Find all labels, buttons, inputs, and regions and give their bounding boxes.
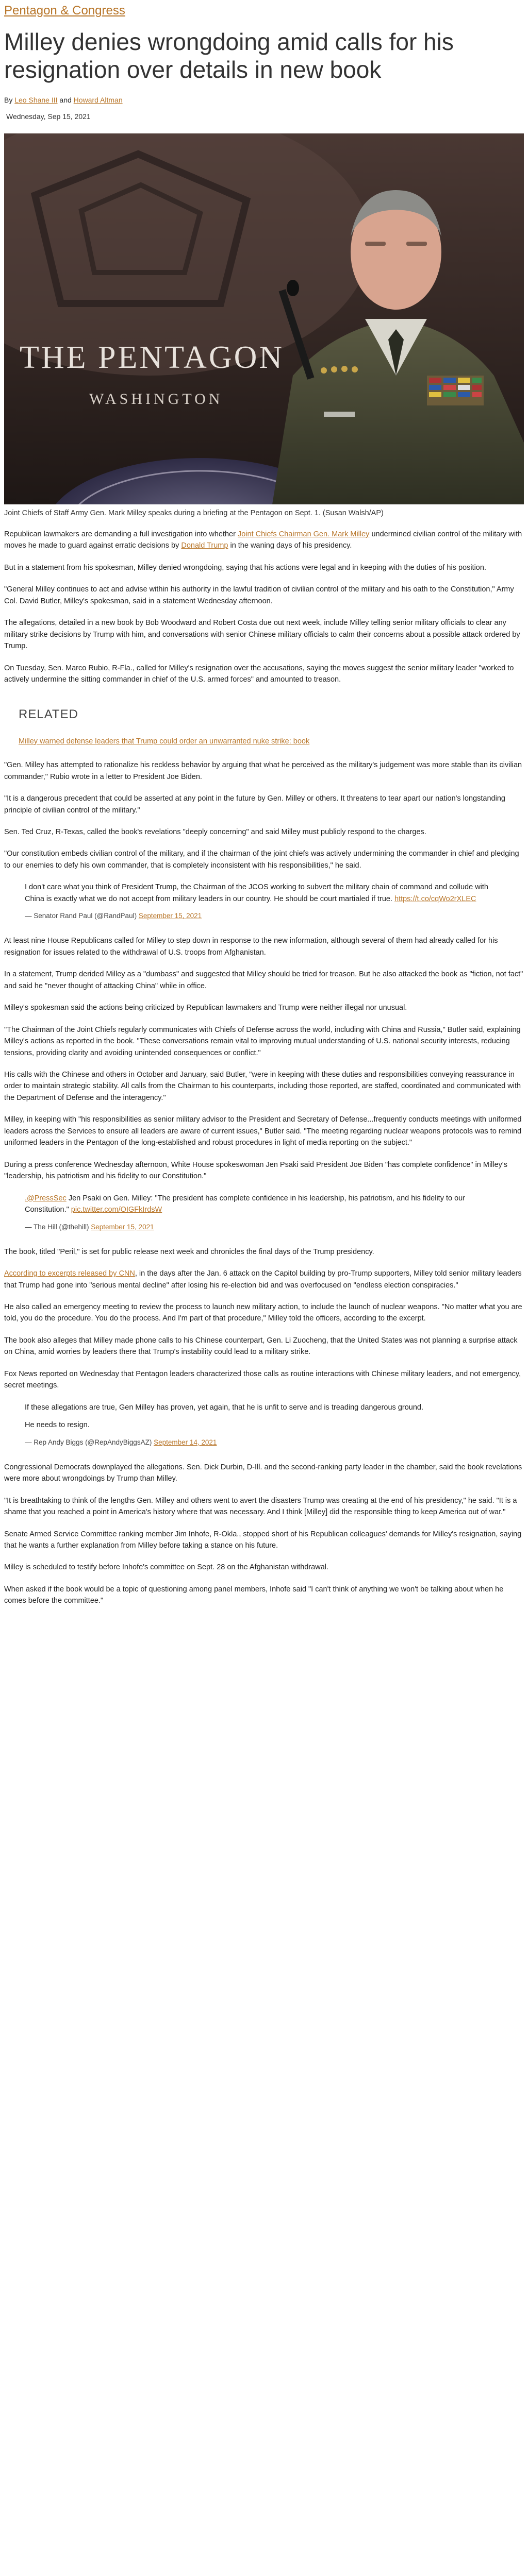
paragraph-24: Senate Armed Service Committee ranking member Jim Inhofe, R-Okla., stopped short of his Republican colleagues' demands for Milley's resignation, saying that he wants a further explanation from Milley before taking a stance on his future. (4, 1530, 522, 1550)
paragraph-4: The allegations, detailed in a new book by Bob Woodward and Robert Costa due out next week, include Milley telling senior military officials to clear any military strike decisions by Trump with him, and conversations with senior Chinese military officials to calm their concerns about a possible attack ordered by Trump. (4, 619, 520, 651)
publish-date: Wednesday, Sep 15, 2021 (6, 112, 91, 121)
paragraph-15: Milley, in keeping with "his responsibilities as senior military advisor to the President and Secretary of Defense...frequently conducts meetings with uniformed leaders across the Services to ensure all leaders are aware of current issues," Butler said. "The meeting regarding nuclear weapons protocols was to remind uniformed leaders in the Pentagon of the long-established and robust procedures in light of media reporting on the subject." (4, 1115, 522, 1147)
hero-image (4, 133, 524, 504)
tweet3-text-1: If these allegations are true, Gen Milley has proven, yet again, that he is unfit to serve and is treading dangerous ground. (25, 1403, 423, 1412)
p1-text-a: Republican lawmakers are demanding a full investigation into whether (4, 530, 238, 538)
paragraph-3: "General Milley continues to act and advise within his authority in the lawful tradition of civilian control of the military and his oath to the Constitution," Army Col. David Butler, Milley's spokesman, said in a statement Wednesday afternoon. (4, 585, 514, 605)
paragraph-25: Milley is scheduled to testify before Inhofe's committee on Sept. 28 on the Afghanistan withdrawal. (4, 1563, 329, 1572)
p18-text: , in the days after the Jan. 6 attack on the Capitol building by pro-Trump supporters, Milley told senior military leaders that Trump had gone into "serious mental decline" after losing his re-election bid and was overfocused on "endless election conspiracies." (4, 1269, 522, 1290)
author-link-1[interactable]: Leo Shane III (14, 95, 58, 104)
paragraph-21: Fox News reported on Wednesday that Pentagon leaders characterized those calls as routine interactions with Chinese military leaders, and not emergency, secret meetings. (4, 1369, 521, 1390)
paragraph-17: The book, titled "Peril," is set for public release next week and chronicles the final days of the Trump presidency. (4, 1247, 374, 1256)
article (4, 0, 524, 1638)
milley-link[interactable]: Joint Chiefs Chairman Gen. Mark Milley (237, 530, 370, 538)
related-heading: RELATED (19, 707, 78, 722)
tweet1-body (25, 882, 503, 905)
paragraph-18 (4, 1268, 524, 1291)
tweet2-text: Jen Psaki on Gen. Milley: "The president has complete confidence in his leadership, his patriotism, and his fidelity to our Constitution." (25, 1194, 466, 1214)
byline (4, 95, 524, 106)
tweet3-attribution (25, 1437, 503, 1448)
embedded-tweet-andy-biggs (25, 1402, 524, 1448)
image-caption: Joint Chiefs of Staff Army Gen. Mark Milley speaks during a briefing at the Pentagon on Sept. 1. (Susan Walsh/AP) (4, 509, 384, 518)
hero-sign-line2: WASHINGTON (89, 391, 223, 408)
paragraph-20: The book also alleges that Milley made phone calls to his Chinese counterpart, Gen. Li Zuocheng, that the United States was not planning a surprise attack on China, amid worries by leaders there that Trump's instability could lead to a military strike. (4, 1336, 518, 1357)
p1-text-b: undermined civilian control of the military with moves he made to guard against erratic decisions by (4, 530, 522, 550)
paragraph-7: "It is a dangerous precedent that could be asserted at any point in the future by Gen. Milley or others. It threatens to tear apart our nation's longstanding principle of civilian control of the military." (4, 794, 505, 815)
tweet1-attribution (25, 911, 503, 922)
embedded-tweet-the-hill (25, 1193, 524, 1233)
paragraph-9: "Our constitution embeds civilian control of the military, and if the chairman of the joint chiefs was actively undermining the commander in chief and pledging to our enemies to defy his own commander, that is completely inconsistent with his responsibilities," he said. (4, 850, 519, 870)
tweet2-attribution (25, 1222, 503, 1233)
tweet1-author: — Senator Rand Paul (@RandPaul) (25, 912, 139, 920)
paragraph-1 (4, 529, 524, 552)
paragraph-2: But in a statement from his spokesman, Milley denied wrongdoing, saying that his actions were legal and in keeping with the duties of his position. (4, 563, 486, 572)
tweet3-date-link[interactable]: September 14, 2021 (154, 1438, 217, 1446)
tweet2-handle-link[interactable]: .@PressSec (25, 1194, 67, 1202)
headline: Milley denies wrongdoing amid calls for his resignation over details in new book (4, 28, 454, 83)
paragraph-22: Congressional Democrats downplayed the allegations. Sen. Dick Durbin, D-Ill. and the second-ranking party leader in the chamber, said the book revelations were more about wrongdoings by Trump than Milley. (4, 1463, 522, 1483)
p1-text-c: in the waning days of his presidency. (228, 541, 352, 550)
tweet3-author: — Rep Andy Biggs (@RepAndyBiggsAZ) (25, 1438, 154, 1446)
trump-link[interactable]: Donald Trump (181, 541, 228, 550)
tweet1-date-link[interactable]: September 15, 2021 (138, 912, 202, 920)
tweet1-text: I don't care what you think of President Trump, the Chairman of the JCOS working to subvert the military chain of command and collude with China is exactly what we do not accept from military leaders in our country. He should be court martialed if true. (25, 883, 488, 903)
tweet3-text-2: He needs to resign. (25, 1421, 90, 1430)
paragraph-14: His calls with the Chinese and others in October and January, said Butler, "were in keeping with these duties and responsibilities conveying reassurance in order to maintain strategic stability. All calls from the Chairman to his counterparts, including those reported, are staffed, coordinated and communicated with the Department of Defense and the interagency." (4, 1070, 521, 1102)
paragraph-11: In a statement, Trump derided Milley as a "dumbass" and suggested that Milley should be tried for treason. But he also attacked the book as "fiction, not fact" and said he "never thought of attacking China" while in office. (4, 970, 523, 990)
cnn-excerpts-link[interactable]: According to excerpts released by CNN (4, 1269, 135, 1278)
paragraph-12: Milley's spokesman said the actions being criticized by Republican lawmakers and Trump were neither illegal nor unusual. (4, 1004, 407, 1012)
tweet2-author: — The Hill (@thehill) (25, 1223, 91, 1231)
paragraph-19: He also called an emergency meeting to review the process to launch new military action, to include the launch of nuclear weapons. "No matter what you are told, you do the procedure. You do the process. And I'm part of that procedure," Milley told the officers, according to the excerpt. (4, 1303, 522, 1323)
paragraph-8: Sen. Ted Cruz, R-Texas, called the book's revelations "deeply concerning" and said Milley must publicly respond to the charges. (4, 827, 426, 836)
byline-and: and (57, 95, 74, 104)
section-link[interactable]: Pentagon & Congress (4, 4, 125, 18)
pentagon-briefing-photo (4, 133, 524, 504)
author-link-2[interactable]: Howard Altman (73, 95, 123, 104)
tweet2-link[interactable]: pic.twitter.com/OIGFkIrdsW (71, 1206, 162, 1214)
paragraph-16: During a press conference Wednesday afternoon, White House spokeswoman Jen Psaki said President Joe Biden "has complete confidence" in Milley's "leadership, his patriotism and his fidelity to our Constitution." (4, 1160, 507, 1181)
paragraph-23: "It is breathtaking to think of the lengths Gen. Milley and others went to avert the disasters Trump was creating at the end of his presidency," he said. "It is a shame that you reached a point in America's history where that was necessary. And I think [Milley] did the responsible thing to keep America out of war." (4, 1496, 517, 1517)
paragraph-6: "Gen. Milley has attempted to rationalize his reckless behavior by arguing that what he perceived as the military's judgement was more stable than its civilian commander," Rubio wrote in a letter to President Joe Biden. (4, 761, 522, 781)
related-article-link[interactable]: Milley warned defense leaders that Trump could order an unwarranted nuke strike: book (19, 737, 310, 745)
paragraph-10: At least nine House Republicans called for Milley to step down in response to the new information, although several of them had already called for his resignation for issues related to the withdrawal of U.S. troops from Afghanistan. (4, 937, 498, 957)
tweet1-link[interactable]: https://t.co/cqWo2rXLEC (394, 894, 476, 903)
paragraph-13: "The Chairman of the Joint Chiefs regularly communicates with Chiefs of Defense across the world, including with China and Russia," Butler said, explaining Milley's actions as reported in the book. "These conversations remain vital to improving mutual understanding of U.S. national security interests, reducing tensions, providing clarity and avoiding unintended consequences or conflict." (4, 1025, 521, 1057)
paragraph-26: When asked if the book would be a topic of questioning among panel members, Inhofe said "I can't think of anything we won't be talking about when he comes before the committee." (4, 1585, 504, 1605)
embedded-tweet-rand-paul (25, 882, 524, 922)
byline-prefix: By (4, 95, 15, 104)
paragraph-5: On Tuesday, Sen. Marco Rubio, R-Fla., called for Milley's resignation over the accusations, saying the moves suggest the senior military leader "worked to actively undermine the sitting commander in chief of the U.S. armed forces" and amounted to treason. (4, 664, 514, 684)
tweet2-date-link[interactable]: September 15, 2021 (91, 1223, 154, 1231)
hero-sign-line1: THE PENTAGON (20, 340, 285, 376)
tweet2-body (25, 1193, 503, 1216)
